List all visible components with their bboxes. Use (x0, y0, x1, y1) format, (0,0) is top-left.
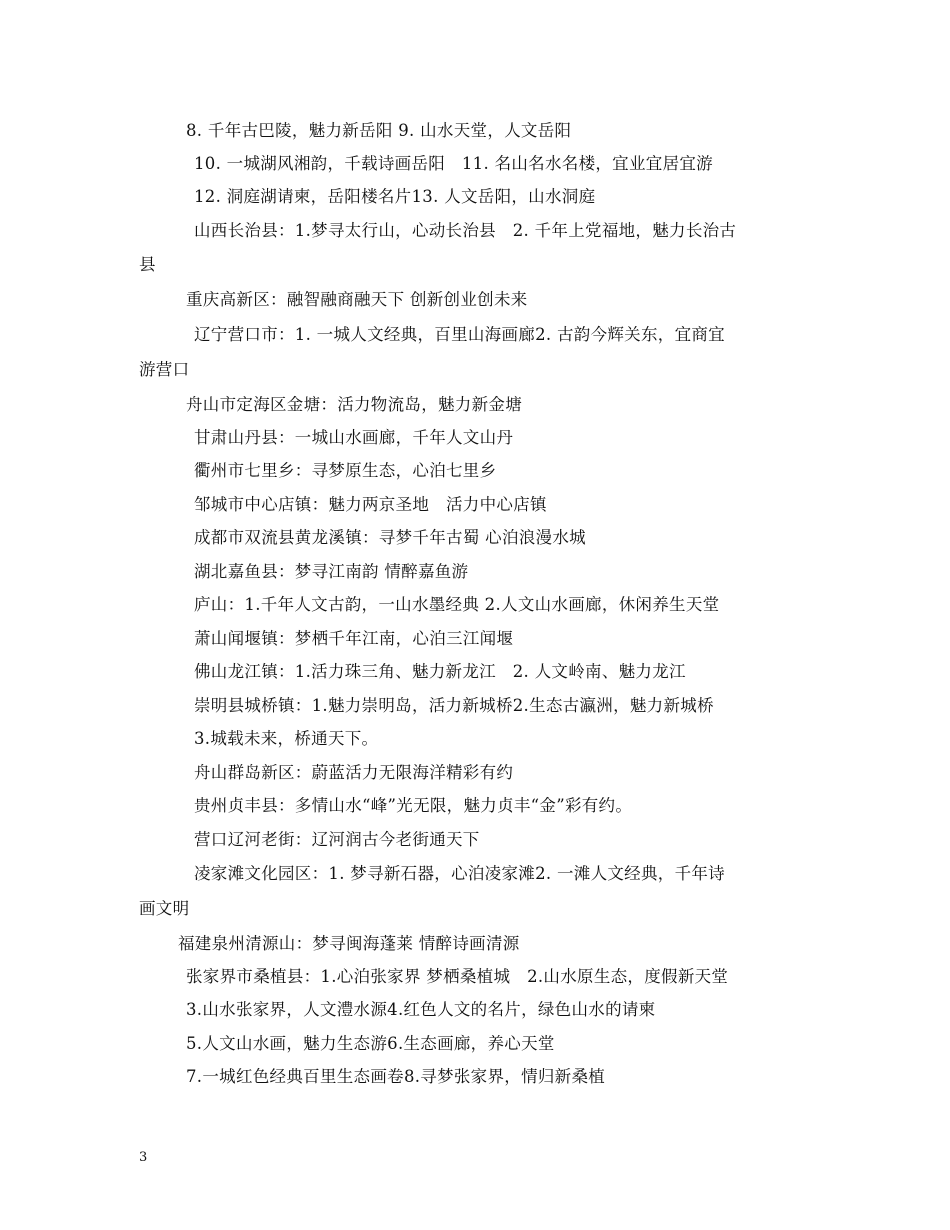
text-line: 邹城市中心店镇：魅力两京圣地 活力中心店镇 (194, 495, 547, 514)
text-line: 营口辽河老街：辽河润古今老街通天下 (194, 830, 480, 849)
text-line: 8. 千年古巴陵，魅力新岳阳 9. 山水天堂，人文岳阳 (186, 121, 572, 140)
text-line: 衢州市七里乡：寻梦原生态，心泊七里乡 (194, 461, 497, 480)
text-line: 湖北嘉鱼县：梦寻江南韵 情醉嘉鱼游 (194, 562, 469, 581)
text-line: 3.城载未来，桥通天下。 (194, 729, 379, 748)
text-line: 舟山群岛新区：蔚蓝活力无限海洋精彩有约 (194, 763, 514, 782)
text-line: 3.山水张家界，人文澧水源4.红色人文的名片，绿色山水的请柬 (186, 1000, 656, 1019)
text-line: 成都市双流县黄龙溪镇：寻梦千年古蜀 心泊浪漫水城 (194, 528, 586, 547)
text-line: 庐山：1.千年人文古韵，一山水墨经典 2.人文山水画廊，休闲养生天堂 (194, 595, 720, 614)
text-line: 甘肃山丹县：一城山水画廊，千年人文山丹 (194, 428, 514, 447)
text-line: 辽宁营口市：1. 一城人文经典，百里山海画廊2. 古韵今辉关东，宜商宜 (194, 325, 725, 344)
text-line: 舟山市定海区金塘：活力物流岛，魅力新金塘 (186, 395, 522, 414)
text-line: 5.人文山水画，魅力生态游6.生态画廊，养心天堂 (186, 1034, 555, 1053)
text-line: 12. 洞庭湖请柬，岳阳楼名片13. 人文岳阳，山水洞庭 (194, 187, 596, 206)
text-line: 游营口 (139, 360, 190, 379)
text-line: 福建泉州清源山：梦寻闽海蓬莱 情醉诗画清源 (178, 934, 520, 953)
text-line: 县 (139, 255, 156, 274)
page-number: 3 (139, 1150, 148, 1165)
text-line: 凌家滩文化园区：1. 梦寻新石器，心泊凌家滩2. 一滩人文经典，千年诗 (194, 864, 725, 883)
text-line: 画文明 (139, 899, 190, 918)
text-line: 7.一城红色经典百里生态画卷8.寻梦张家界，情归新桑植 (186, 1067, 606, 1086)
text-line: 萧山闻堰镇：梦栖千年江南，心泊三江闻堰 (194, 629, 514, 648)
text-line: 贵州贞丰县：多情山水“峰”光无限，魅力贞丰“金”彩有约。 (194, 796, 633, 815)
text-line: 张家界市桑植县：1.心泊张家界 梦栖桑植城 2.山水原生态，度假新天堂 (186, 967, 729, 986)
text-line: 崇明县城桥镇：1.魅力崇明岛，活力新城桥2.生态古瀛洲，魅力新城桥 (194, 696, 714, 715)
text-line: 重庆高新区：融智融商融天下 创新创业创未来 (186, 290, 528, 309)
text-line: 山西长治县：1.梦寻太行山，心动长治县 2. 千年上党福地，魅力长治古 (194, 221, 737, 240)
text-line: 10. 一城湖风湘韵，千载诗画岳阳 11. 名山名水名楼，宜业宜居宜游 (194, 154, 713, 173)
text-line: 佛山龙江镇：1.活力珠三角、魅力新龙江 2. 人文岭南、魅力龙江 (194, 662, 686, 681)
